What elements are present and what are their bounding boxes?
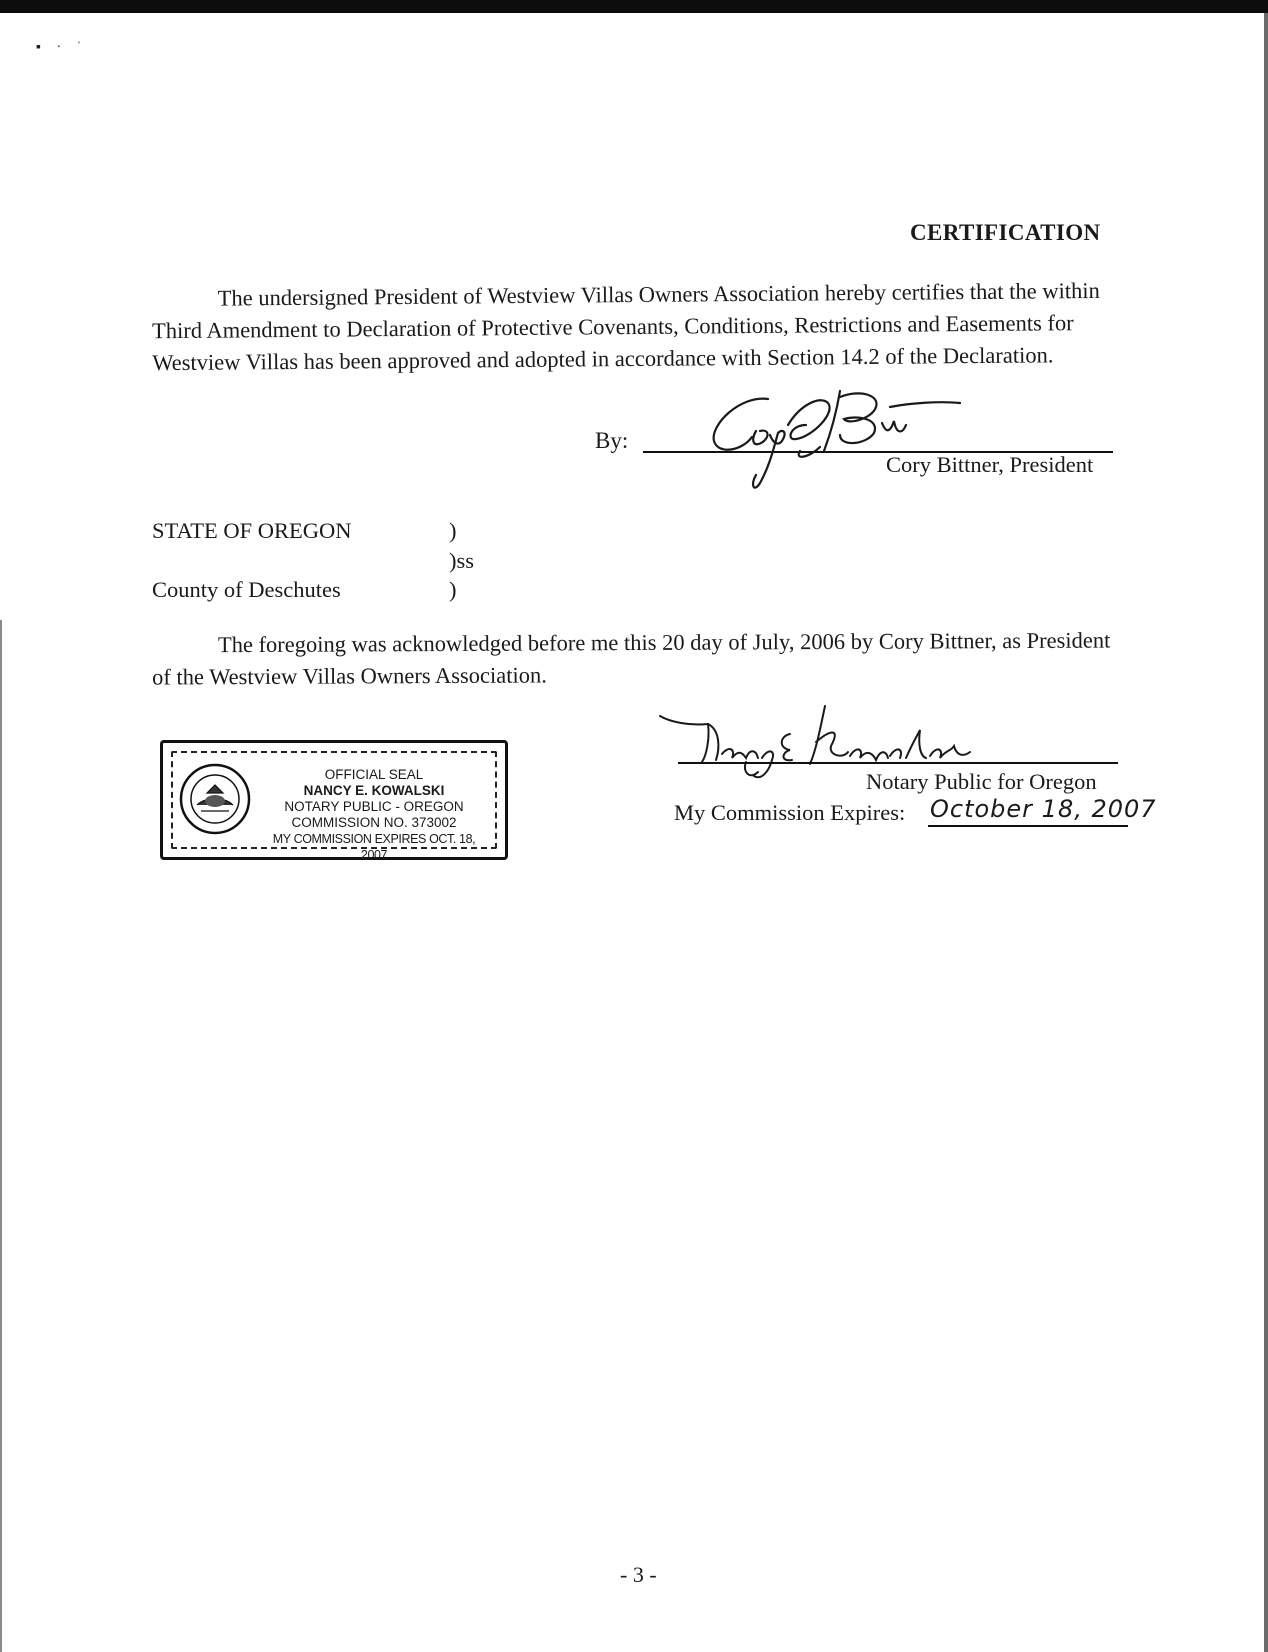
scan-specks: ▪ · ˈ	[36, 40, 88, 55]
scan-right-edge	[1264, 13, 1268, 1652]
certification-paragraph	[152, 275, 1115, 379]
seal-line-4: COMMISSION NO. 373002	[291, 815, 457, 830]
acknowledgment-text: The foregoing was acknowledged before me this 20 day of July, 2006 by Cory Bittner, as President of the Westview Villas Owners Association.	[152, 627, 1111, 690]
notary-seal	[160, 740, 508, 860]
venue-paren-bottom: )	[449, 577, 457, 602]
oregon-seal-emblem	[177, 761, 253, 837]
notary-signature-line	[678, 762, 1118, 764]
acknowledgment-paragraph	[152, 624, 1114, 693]
notary-signature-text: Nancy E Kowalski	[650, 700, 658, 701]
state-name: STATE OF OREGON	[152, 518, 352, 543]
signer-title: Cory Bittner, President	[886, 452, 1094, 477]
seal-line-5: MY COMMISSION EXPIRES OCT. 18, 2007	[272, 832, 476, 862]
venue-paren-top: )	[449, 518, 457, 543]
seal-line-1: OFFICIAL SEAL	[324, 767, 424, 782]
president-signature-text: Cory Bittner	[690, 385, 696, 386]
document-title: CERTIFICATION	[910, 220, 1101, 245]
commission-date-underline	[928, 825, 1128, 827]
scan-left-edge	[0, 620, 2, 1652]
commission-label: My Commission Expires:	[674, 800, 906, 825]
page-number: - 3 -	[620, 1562, 657, 1587]
seal-text	[259, 767, 489, 863]
venue-ss: )ss	[449, 548, 475, 573]
seal-line-3: NOTARY PUBLIC - OREGON	[284, 799, 464, 814]
commission-date: October 18, 2007	[930, 795, 1157, 823]
county-name: County of Deschutes	[152, 577, 341, 602]
seal-line-2: NANCY E. KOWALSKI	[303, 783, 445, 798]
by-label: By:	[595, 428, 629, 453]
scan-top-edge	[0, 0, 1268, 13]
president-signature	[690, 385, 980, 500]
certification-text: The undersigned President of Westview Villas Owners Association hereby certifies that the within Third Amendment to Declaration of Protective Covenants, Conditions, Restrictions and Easements for Westview Villas has been approved and adopted in accordance with Section 14.2 of the Declaration.	[151, 277, 1100, 376]
notary-title: Notary Public for Oregon	[866, 769, 1097, 794]
